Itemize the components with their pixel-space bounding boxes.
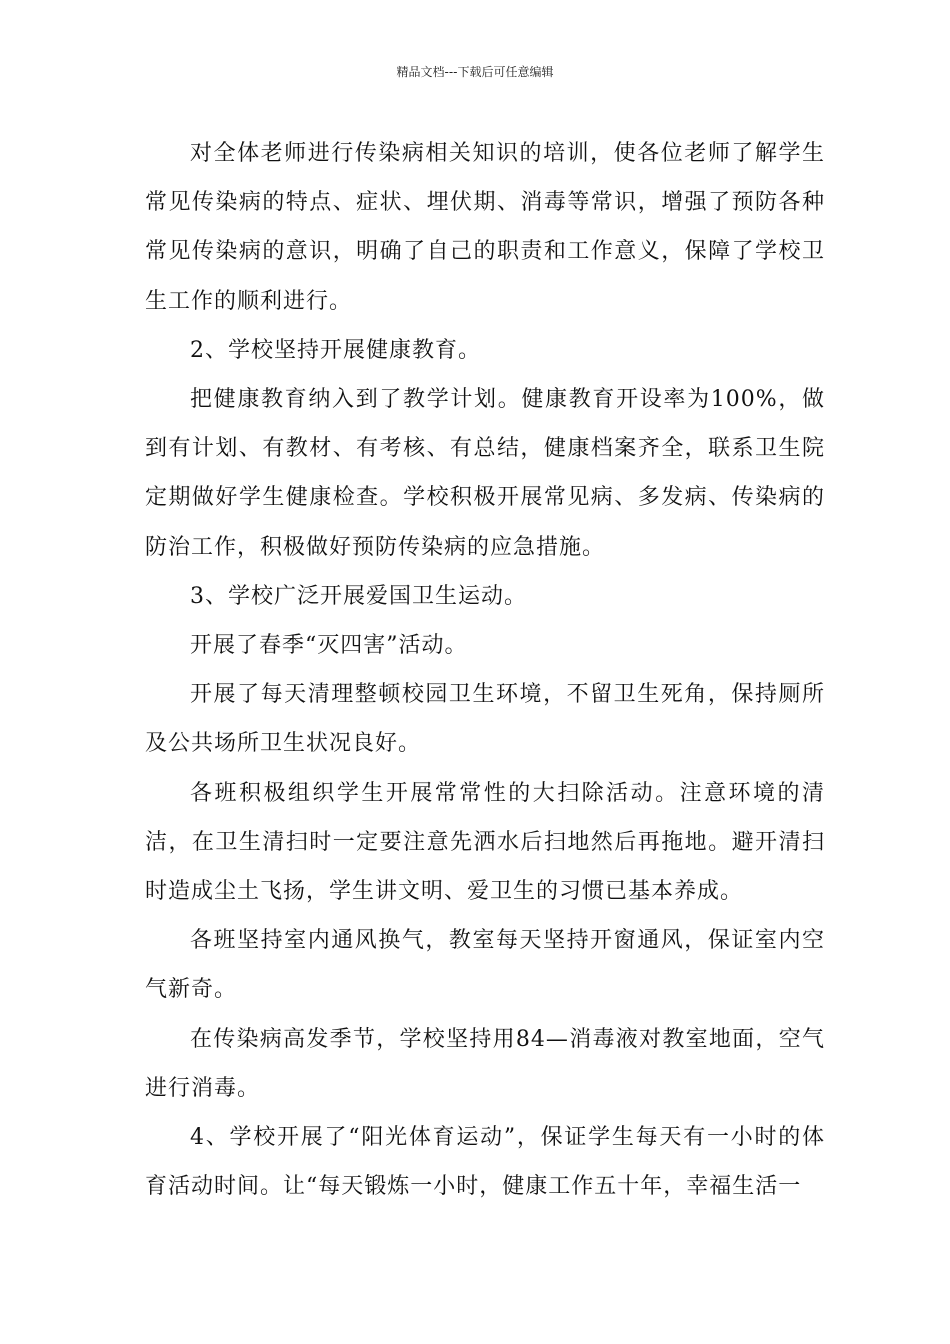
- heading-patriotic-hygiene: 3、学校广泛开展爱国卫生运动。: [190, 583, 527, 609]
- paragraph-health-education: 把健康教育纳入到了教学计划。健康教育开设率为100%，做到有计划、有教材、有考核、有总结，健康档案齐全，联系卫生院定期做好学生健康检查。学校积极开展常见病、多发病、传染病的防治工作，积极做好预防传染病的应急措施。: [145, 387, 825, 560]
- page-header: 精品文档---下载后可任意编辑: [396, 65, 554, 79]
- paragraph-sunshine-sports: 4、学校开展了“阳光体育运动”，保证学生每天有一小时的体育活动时间。让“每天锻炼一小时，健康工作五十年，幸福生活一: [145, 1125, 825, 1200]
- paragraph-campus-cleaning: 开展了每天清理整顿校园卫生环境，不留卫生死角，保持厕所及公共场所卫生状况良好。: [145, 682, 825, 757]
- paragraph-disinfection: 在传染病高发季节，学校坚持用84—消毒液对教室地面，空气进行消毒。: [145, 1026, 825, 1101]
- paragraph-ventilation: 各班坚持室内通风换气，教室每天坚持开窗通风，保证室内空气新奇。: [145, 928, 825, 1003]
- paragraph-teacher-training: 对全体老师进行传染病相关知识的培训，使各位老师了解学生常见传染病的特点、症状、埋伏期、消毒等常识，增强了预防各种常见传染病的意识，明确了自己的职责和工作意义，保障了学校卫生工作的顺利进行。: [145, 141, 825, 314]
- heading-health-education: 2、学校坚持开展健康教育。: [190, 337, 481, 363]
- paragraph-four-pests: 开展了春季“灭四害”活动。: [190, 633, 468, 659]
- paragraph-class-cleaning: 各班积极组织学生开展常常性的大扫除活动。注意环境的清洁，在卫生清扫时一定要注意先洒水后扫地然后再拖地。避开清扫时造成尘土飞扬，学生讲文明、爱卫生的习惯已基本养成。: [145, 780, 825, 905]
- document-body: [145, 129, 825, 1211]
